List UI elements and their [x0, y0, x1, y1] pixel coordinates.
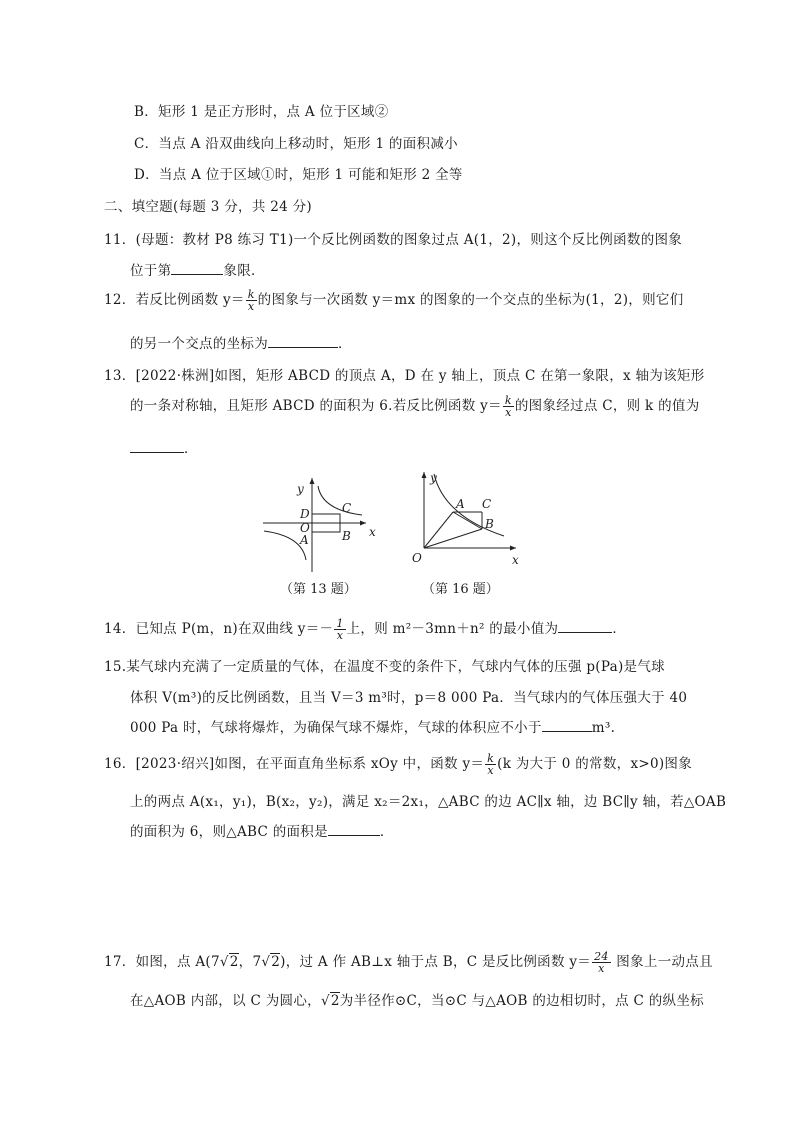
- q13-blank[interactable]: [130, 440, 184, 453]
- q13-frac-den: x: [505, 406, 512, 419]
- q11-blank[interactable]: [171, 262, 223, 275]
- q17-frac-den: x: [598, 962, 605, 975]
- q16-post: (k 为大于 0 的常数，x>0)图象: [497, 756, 693, 772]
- q14-post: 上，则 m²－3mn＋n² 的最小值为: [346, 621, 559, 637]
- fig16-segment-ab: [453, 512, 482, 529]
- q15-line1: 15.某气球内充满了一定质量的气体，在温度不变的条件下，气球内气体的压强 p(Pa)是气球: [104, 659, 665, 675]
- q12-frac-den: x: [247, 300, 255, 313]
- fig13-y-arrow: [310, 478, 315, 484]
- q17-root-3: 2: [330, 993, 340, 1009]
- q17-line2-start: 在△AOB 内部，以 C 为圆心，: [130, 993, 321, 1009]
- fig13-label-y: y: [297, 482, 304, 496]
- q12-line2-text: 的另一个交点的坐标为: [130, 336, 268, 352]
- fig16-label-o: O: [412, 551, 422, 565]
- q16-frac-den: x: [487, 764, 494, 777]
- q17-pre: 17．如图，点 A(7: [104, 954, 220, 970]
- fig16-caption: （第 16 题）: [422, 582, 499, 597]
- q14-end: ．: [612, 621, 627, 637]
- q11-line1: 11．(母题：教材 P8 练习 T1)一个反比例函数的图象过点 A(1，2)，则这个反比例函数的图象: [104, 232, 683, 248]
- q11-line2-end: 象限．: [223, 263, 265, 279]
- fig13-caption: （第 13 题）: [280, 582, 357, 597]
- q16-pre: 16．[2023·绍兴]如图，在平面直角坐标系 xOy 中，函数 y＝: [104, 756, 485, 772]
- q16-line1: [104, 752, 692, 776]
- q13-line2-post: 的图象经过点 C，则 k 的值为: [514, 398, 700, 414]
- q12-fraction: [246, 289, 257, 312]
- fig16-x-arrow: [510, 546, 516, 551]
- q14-line: [104, 617, 626, 641]
- q17-frac-num: 24: [594, 950, 609, 963]
- q17-post: 图象上一动点且: [611, 954, 713, 970]
- q16-line3-start: 的面积为 6，则△ABC 的面积是: [130, 824, 328, 840]
- fig16-label-y: y: [430, 471, 437, 485]
- fig13-label-x: x: [369, 525, 376, 539]
- q13-line3: [130, 437, 198, 457]
- q14-frac-num: 1: [336, 617, 344, 630]
- option-b: B．矩形 1 是正方形时，点 A 位于区域②: [134, 104, 389, 120]
- q13-line1: 13．[2022·株洲]如图，矩形 ABCD 的顶点 A，D 在 y 轴上，顶点 C 在第一象限，x 轴为该矩形: [104, 368, 705, 384]
- q15-blank[interactable]: [542, 719, 592, 732]
- fig13-label-c: C: [342, 501, 352, 515]
- q17-line2: 在△AOB 内部，以 C 为圆心，√2为半径作⊙C，当⊙C 与△AOB 的边相切时，点 C 的纵坐标: [130, 993, 704, 1009]
- q12-blank[interactable]: [268, 335, 338, 348]
- figure-16: [400, 466, 520, 574]
- fig16-segment-oa: [424, 512, 453, 548]
- q14-fraction: [334, 618, 345, 641]
- q15-line2: 体积 V(m³)的反比例函数，且当 V＝3 m³时，p＝8 000 Pa．当气球内的气体压强大于 40: [130, 690, 688, 706]
- fig13-label-d: D: [300, 507, 310, 521]
- q16-frac-num: k: [487, 752, 495, 765]
- q12-post: 的图象与一次函数 y＝mx 的图象的一个交点的坐标为(1，2)，则它们: [257, 292, 684, 308]
- fig16-label-a: A: [456, 497, 465, 511]
- q13-line3-end: ．: [184, 441, 198, 457]
- option-c: C．当点 A 沿双曲线向上移动时，矩形 1 的面积减小: [134, 136, 458, 152]
- fig13-label-b: B: [342, 529, 351, 543]
- fig13-label-o: O: [300, 521, 310, 535]
- option-d: D．当点 A 位于区域①时，矩形 1 可能和矩形 2 全等: [134, 167, 463, 183]
- fig16-label-c: C: [482, 497, 492, 511]
- figure-13: [258, 466, 378, 574]
- q15-line3: [130, 716, 615, 736]
- section-heading: 二、填空题(每题 3 分，共 24 分): [104, 199, 312, 215]
- fig16-segment-ob: [424, 529, 482, 548]
- q15-line3-end: m³.: [591, 720, 616, 736]
- q12-line1: [104, 288, 684, 312]
- q16-line3: [130, 820, 394, 840]
- fig16-label-x: x: [512, 553, 519, 567]
- q11-line2-start: 位于第: [130, 263, 172, 279]
- q15-line3-start: 000 Pa 时，气球将爆炸，为确保气球不爆炸，气球的体积应不小于: [130, 720, 542, 736]
- q17-fraction: [592, 951, 611, 974]
- q14-blank[interactable]: [558, 620, 612, 633]
- q13-frac-num: k: [504, 394, 512, 407]
- q17-root-2: 2: [271, 954, 281, 970]
- fig16-y-arrow: [422, 472, 427, 478]
- q17-mid: ，7: [238, 954, 262, 970]
- fig13-x-arrow: [360, 521, 366, 526]
- q17-mid2: )，过 A 作 AB⊥x 轴于点 B，C 是反比例函数 y＝: [280, 954, 592, 970]
- q13-fraction: [503, 395, 514, 418]
- q16-line3-end: ．: [379, 824, 394, 840]
- fig13-label-a: A: [300, 533, 309, 547]
- q16-blank[interactable]: [328, 823, 380, 836]
- q12-line2-end: ．: [338, 336, 352, 352]
- q13-line2-pre: 的一条对称轴，且矩形 ABCD 的面积为 6.若反比例函数 y＝: [130, 398, 502, 414]
- q17-root-1: 2: [229, 954, 239, 970]
- q12-pre: 12．若反比例函数 y＝: [104, 292, 245, 308]
- q16-fraction: [485, 753, 496, 776]
- fig13-curve-q1: [318, 486, 362, 515]
- q16-line2: 上的两点 A(x₁，y₁)，B(x₂，y₂)，满足 x₂＝2x₁，△ABC 的边 AC∥x 轴，边 BC∥y 轴，若△OAB: [130, 794, 727, 810]
- fig16-label-b: B: [485, 517, 494, 531]
- q12-frac-num: k: [247, 288, 255, 301]
- q17-line1: 17．如图，点 A(7√2，7√2)，过 A 作 AB⊥x 轴于点 B，C 是反比例函数 y＝ $\frac{24}{x}$ 图象上一动点且: [104, 950, 713, 975]
- q17-line2-end: 为半径作⊙C，当⊙C 与△AOB 的边相切时，点 C 的纵坐标: [339, 993, 704, 1009]
- q14-pre: 14．已知点 P(m，n)在双曲线 y＝－: [104, 621, 334, 637]
- q11-line2: [130, 259, 265, 279]
- q13-line2: [130, 394, 700, 418]
- q12-line2: [130, 332, 352, 352]
- q14-frac-den: x: [336, 629, 344, 642]
